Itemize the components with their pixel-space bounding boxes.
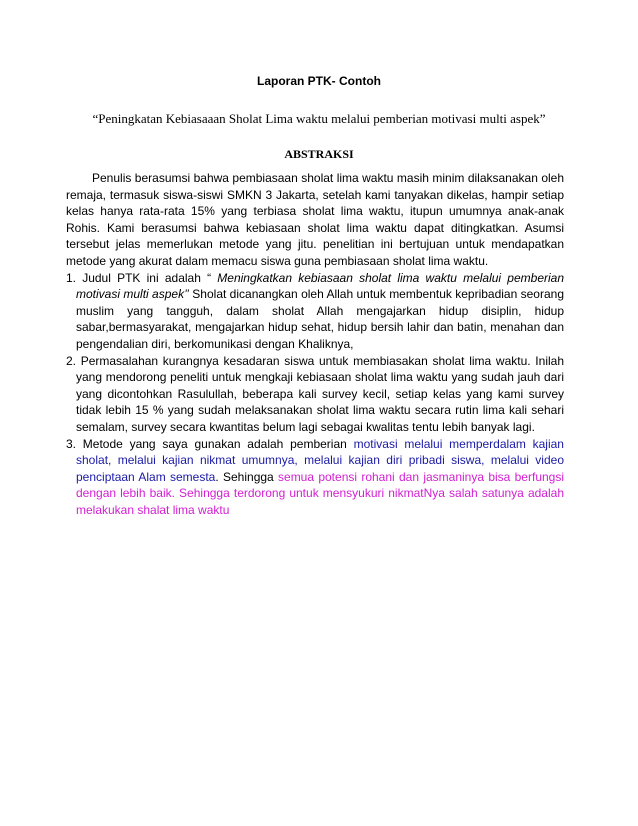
intro-paragraph: Penulis berasumsi bahwa pembiasaan sholat lima waktu masih minim dilaksanakan oleh remaja, termasuk siswa-siswi SMKN 3 Jakarta, setelah kami tanyakan dikelas, hampir setiap kelas hanya rata-rata 15% yang terbiasa sholat lima waktu, itupun umumnya anak-anak Rohis. Kami berasumsi bahwa kebiasaan sholat lima waktu dapat ditingkatkan. Asumsi tersebut jelas memerlukan metode yang jitu. penelitian ini bertujuan untuk mendapatkan metode yang akurat dalam memacu siswa guna pembiasaan sholat lima waktu. xyxy=(66,171,564,268)
item3-magenta-text: semua potensi rohani dan jasmaninya bisa berfungsi dengan lebih baik. Sehingga terdorong untuk mensyukuri nikmatNya salah satunya adalah melakukan shalat lima waktu xyxy=(76,469,564,517)
report-subtitle: “Peningkatan Kebiasaaan Sholat Lima waktu melalui pemberian motivasi multi aspek” xyxy=(92,111,546,126)
item1-prefix: 1. Judul PTK ini adalah “ xyxy=(66,270,218,285)
item3-mid: . Sehingga xyxy=(215,469,279,484)
item1-title-italic: Meningkatkan kebiasaan sholat lima waktu melalui pemberian motivasi multi aspek’’ xyxy=(76,270,564,302)
list-item-3 xyxy=(66,436,564,519)
item3-prefix: 3. Metode yang saya gunakan adalah pemberian xyxy=(66,436,354,451)
report-title: Laporan PTK- Contoh xyxy=(257,74,381,88)
list-item-1 xyxy=(66,270,564,353)
abstract-heading: ABSTRAKSI xyxy=(284,147,354,161)
item1-text: Sholat dicanangkan oleh Allah untuk membentuk kepribadian seorang muslim yang tangguh, dalam sholat Allah mengajarkan hidup disiplin, hidup sabar,bermasyarakat, mengajarkan hidup sehat, hidup bersih lahir dan batin, menahan dan pengendalian diri, berkomunikasi dengan Khaliknya, xyxy=(76,287,564,351)
list-item-2: 2. Permasalahan kurangnya kesadaran siswa untuk membiasakan sholat lima waktu. Inilah yang mendorong peneliti untuk mengkaji kebiasaan sholat lima waktu yang sudah jauh dari yang dicontohkan Rasulullah, beberapa kali survey kecil, setiap kelas yang kami survey tidak lebih 15 % yang sudah melaksanakan sholat lima waktu secara rutin lima kali sehari semalam, survey secara kwantitas belum lagi sebagai kwalitas tentu lebih banyak lagi. xyxy=(66,353,564,434)
item3-blue-text: motivasi melalui memperdalam kajian sholat, melalui kajian nikmat umumnya, melalui kajian diri pribadi siswa, melalui video penciptaan Alam semesta xyxy=(76,436,564,484)
abstract-body xyxy=(66,170,564,518)
numbered-list xyxy=(66,270,564,519)
